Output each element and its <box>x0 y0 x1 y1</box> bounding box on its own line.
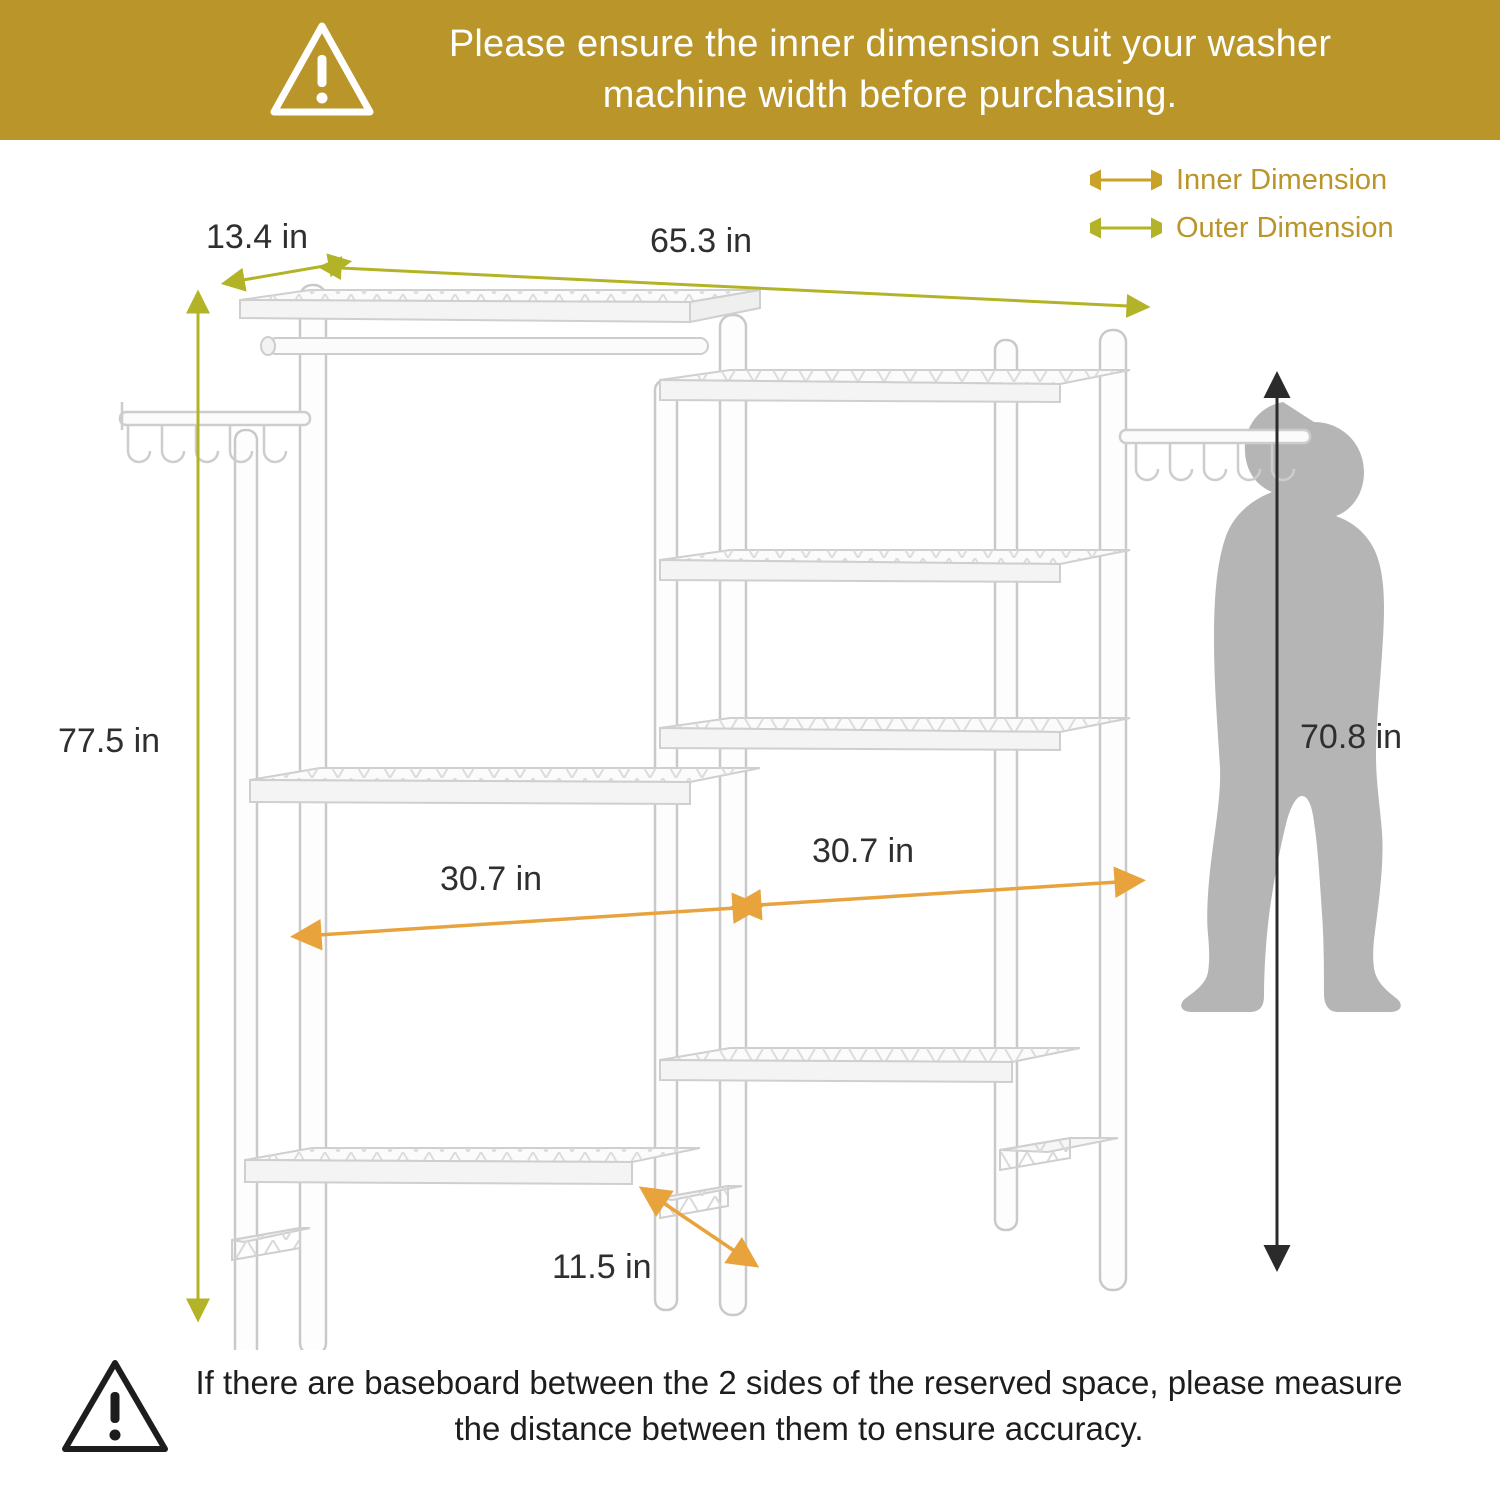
dimline-inner-right <box>758 882 1118 905</box>
dim-label-bottom-depth: 11.5 in <box>552 1248 652 1286</box>
shelf-left-top <box>240 290 760 322</box>
dim-label-inner-left: 30.7 in <box>440 860 543 898</box>
warning-triangle-icon <box>60 1358 170 1454</box>
top-warning-banner <box>0 0 1500 140</box>
warning-triangle-icon <box>270 22 374 118</box>
hanging-rod <box>261 337 708 355</box>
bottom-note <box>0 1336 1500 1476</box>
banner-text: Please ensure the inner dimension suit your washer machine width before purchasing. <box>448 23 1332 116</box>
dimline-depth-top-left <box>243 265 330 280</box>
shelf-left-bottom <box>245 1148 700 1184</box>
dim-label-total-height: 77.5 in <box>58 722 161 760</box>
legend-label-inner: Inner Dimension <box>1176 163 1388 196</box>
bottom-note-text: If there are baseboard between the 2 sides of the reserved space, please measure the distance between them to ensure accuracy. <box>195 1364 1403 1447</box>
diagram-svg <box>0 140 1500 1350</box>
shelf-right-top <box>660 370 1130 402</box>
legend-label-outer: Outer Dimension <box>1176 211 1394 244</box>
shelf-right-second <box>660 550 1130 582</box>
rack-frame <box>235 285 1126 1350</box>
dim-label-depth-top-left: 13.4 in <box>206 218 309 256</box>
dim-label-inner-right: 30.7 in <box>812 832 915 870</box>
shelf-right-third <box>660 718 1130 750</box>
dim-label-person-height: 70.8 in <box>1300 718 1403 756</box>
dim-label-total-width: 65.3 in <box>650 222 753 260</box>
left-hook-bar <box>120 402 310 462</box>
shelf-left-middle <box>250 768 760 804</box>
product-dimension-diagram <box>0 140 1500 1350</box>
person-silhouette <box>1181 402 1401 1012</box>
